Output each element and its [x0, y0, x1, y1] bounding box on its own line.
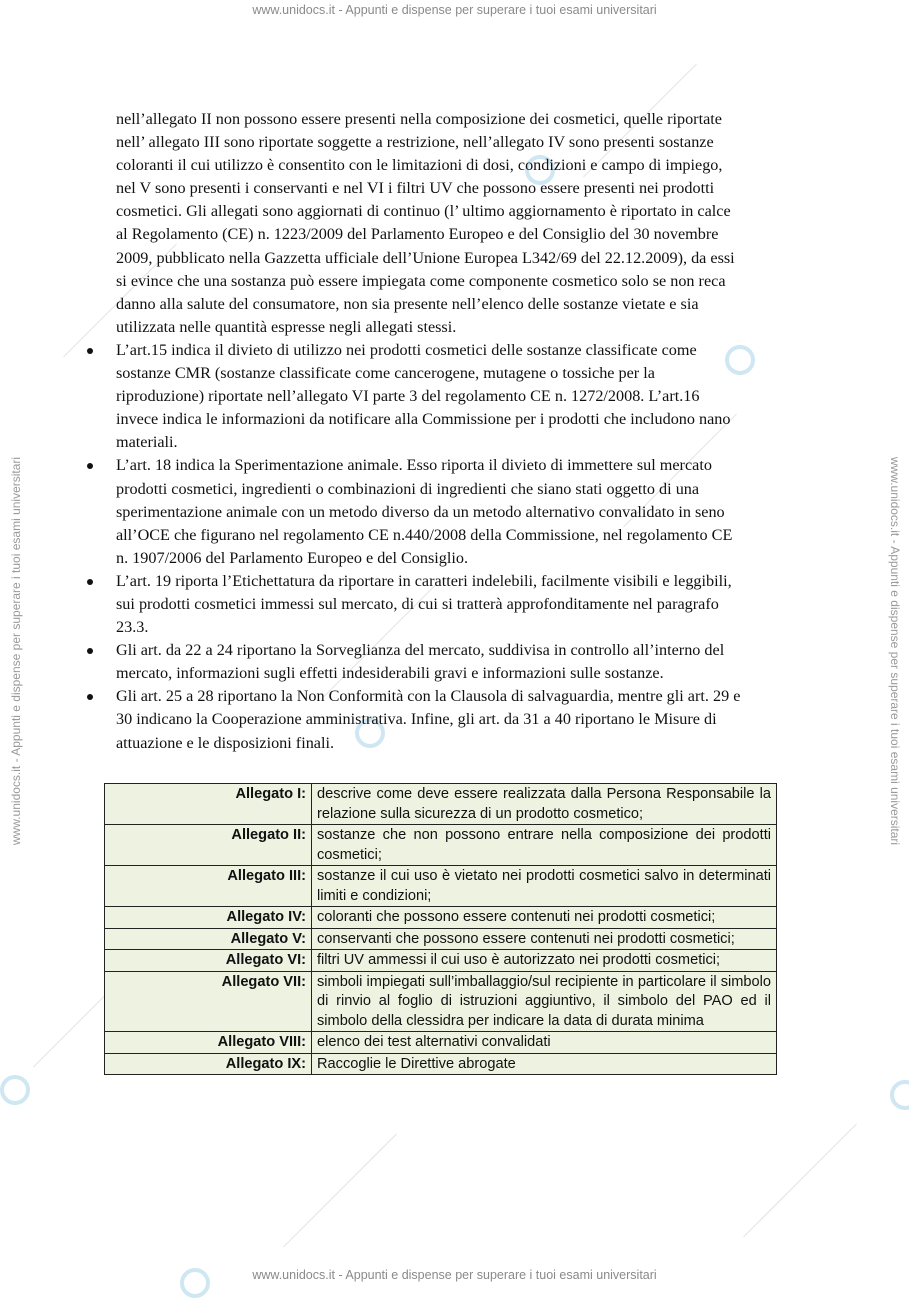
allegato-label: Allegato VII: [105, 971, 312, 1032]
bullet-item [116, 454, 826, 569]
text-line: coloranti il cui utilizzo è consentito con le limitazioni di dosi, condizioni e campo di impiego, [116, 156, 723, 175]
allegato-label: Allegato VI: [105, 950, 312, 972]
document-body [116, 108, 826, 755]
table-row [105, 825, 777, 866]
table-row [105, 784, 777, 825]
allegato-description: Raccoglie le Direttive abrogate [312, 1053, 777, 1075]
allegato-label: Allegato IX: [105, 1053, 312, 1075]
table-row [105, 1032, 777, 1054]
watermark-left: www.unidocs.it - Appunti e dispense per superare i tuoi esami universitari [9, 456, 23, 846]
allegato-description: coloranti che possono essere contenuti nei prodotti cosmetici; [312, 907, 777, 929]
text-line: mercato, informazioni sugli effetti indesiderabili gravi e informazioni sulle sostanze. [116, 664, 664, 683]
allegato-label: Allegato I: [105, 784, 312, 825]
allegato-description: sostanze il cui uso è vietato nei prodotti cosmetici salvo in determinati limiti e condizioni; [312, 866, 777, 907]
table-row [105, 1053, 777, 1075]
text-line: al Regolamento (CE) n. 1223/2009 del Parlamento Europeo e del Consiglio del 30 novembre [116, 225, 719, 244]
bullet-list [116, 339, 826, 755]
watermark-right: www.unidocs.it - Appunti e dispense per superare i tuoi esami universitari [888, 456, 902, 846]
allegato-label: Allegato VIII: [105, 1032, 312, 1054]
text-line: sostanze CMR (sostanze classificate come cancerogene, mutagene o tossiche per la [116, 364, 655, 383]
text-line: 23.3. [116, 618, 149, 637]
text-line: all’OCE che figurano nel regolamento CE n.440/2008 della Commissione, nel regolamento CE [116, 525, 733, 544]
text-line: 30 indicano la Cooperazione amministrativa. Infine, gli art. da 31 a 40 riportano le Misure di [116, 710, 717, 729]
text-line: L’art. 19 riporta l’Etichettatura da riportare in caratteri indelebili, facilmente visibili e leggibili, [116, 571, 732, 590]
watermark-logo-icon [180, 1268, 210, 1298]
intro-paragraph [116, 108, 826, 339]
text-line: si evince che una sostanza può essere impiegata come componente cosmetico solo se non reca [116, 271, 726, 290]
bullet-item [116, 685, 826, 754]
table-row [105, 907, 777, 929]
text-line: sui prodotti cosmetici immessi sul mercato, di cui si tratterà approfonditamente nel paragrafo [116, 594, 719, 613]
text-line: danno alla salute del consumatore, non sia presente nell’elenco delle sostanze vietate e sia [116, 294, 699, 313]
text-line: prodotti cosmetici, ingredienti o combinazioni di ingredienti che siano stati oggetto di una [116, 479, 700, 498]
text-line: L’art. 18 indica la Sperimentazione animale. Esso riporta il divieto di immettere sul mercato [116, 456, 712, 475]
text-line: nell’ allegato III sono riportate soggette a restrizione, nell’allegato IV sono presenti sostanze [116, 133, 714, 152]
watermark-top: www.unidocs.it - Appunti e dispense per superare i tuoi esami universitari [252, 3, 657, 17]
watermark-logo-icon [0, 1075, 30, 1105]
allegato-label: Allegato II: [105, 825, 312, 866]
text-line: cosmetici. Gli allegati sono aggiornati di continuo (l’ ultimo aggiornamento è riportato in calce [116, 202, 731, 221]
text-line: Gli art. 25 a 28 riportano la Non Conformità con la Clausola di salvaguardia, mentre gli art. 29 e [116, 687, 741, 706]
allegato-label: Allegato V: [105, 928, 312, 950]
bullet-icon [87, 648, 93, 654]
bullet-icon [87, 348, 93, 354]
allegato-description: descrive come deve essere realizzata dalla Persona Responsabile la relazione sulla sicurezza di un prodotto cosmetico; [312, 784, 777, 825]
allegato-description: sostanze che non possono entrare nella composizione dei prodotti cosmetici; [312, 825, 777, 866]
watermark-bottom: www.unidocs.it - Appunti e dispense per superare i tuoi esami universitari [252, 1268, 657, 1282]
allegati-table [104, 783, 777, 1075]
watermark-line [743, 1124, 857, 1238]
table-row [105, 866, 777, 907]
table-row [105, 928, 777, 950]
allegato-description: elenco dei test alternativi convalidati [312, 1032, 777, 1054]
text-line: Gli art. da 22 a 24 riportano la Sorveglianza del mercato, suddivisa in controllo all’interno del [116, 641, 725, 660]
text-line: nel V sono presenti i conservanti e nel VI i filtri UV che possono essere presenti nei prodotti [116, 179, 715, 198]
table-row [105, 950, 777, 972]
text-line: n. 1907/2006 del Parlamento Europeo e del Consiglio. [116, 548, 469, 567]
watermark-logo-icon [890, 1080, 909, 1110]
bullet-item [116, 570, 826, 639]
text-line: invece indica le informazioni da notificare alla Commissione per i prodotti che includono nano [116, 410, 731, 429]
allegato-description: filtri UV ammessi il cui uso è autorizzato nei prodotti cosmetici; [312, 950, 777, 972]
text-line: sperimentazione animale con un metodo diverso da un metodo alternativo convalidato in seno [116, 502, 725, 521]
bullet-icon [87, 579, 93, 585]
allegato-label: Allegato III: [105, 866, 312, 907]
text-line: attuazione e le disposizioni finali. [116, 733, 335, 752]
text-line: L’art.15 indica il divieto di utilizzo nei prodotti cosmetici delle sostanze classificate come [116, 340, 697, 359]
table-row [105, 971, 777, 1032]
text-line: nell’allegato II non possono essere presenti nella composizione dei cosmetici, quelle riportate [116, 110, 722, 128]
bullet-item [116, 339, 826, 454]
text-line: utilizzata nelle quantità espresse negli allegati stessi. [116, 317, 457, 336]
allegato-description: conservanti che possono essere contenuti nei prodotti cosmetici; [312, 928, 777, 950]
bullet-item [116, 639, 826, 685]
allegato-label: Allegato IV: [105, 907, 312, 929]
allegato-description: simboli impiegati sull’imballaggio/sul recipiente in particolare il simbolo di rinvio al foglio di istruzioni aggiuntivo, il simbolo del PAO ed il simbolo della clessidra per indicare la data di durata minima [312, 971, 777, 1032]
bullet-icon [87, 694, 93, 700]
watermark-line [283, 1134, 397, 1248]
text-line: riproduzione) riportate nell’allegato VI parte 3 del regolamento CE n. 1272/2008. L’art.16 [116, 387, 700, 406]
text-line: materiali. [116, 433, 178, 452]
text-line: 2009, pubblicato nella Gazzetta ufficiale dell’Unione Europea L342/69 del 22.12.2009), da essi [116, 248, 735, 267]
bullet-icon [87, 463, 93, 469]
